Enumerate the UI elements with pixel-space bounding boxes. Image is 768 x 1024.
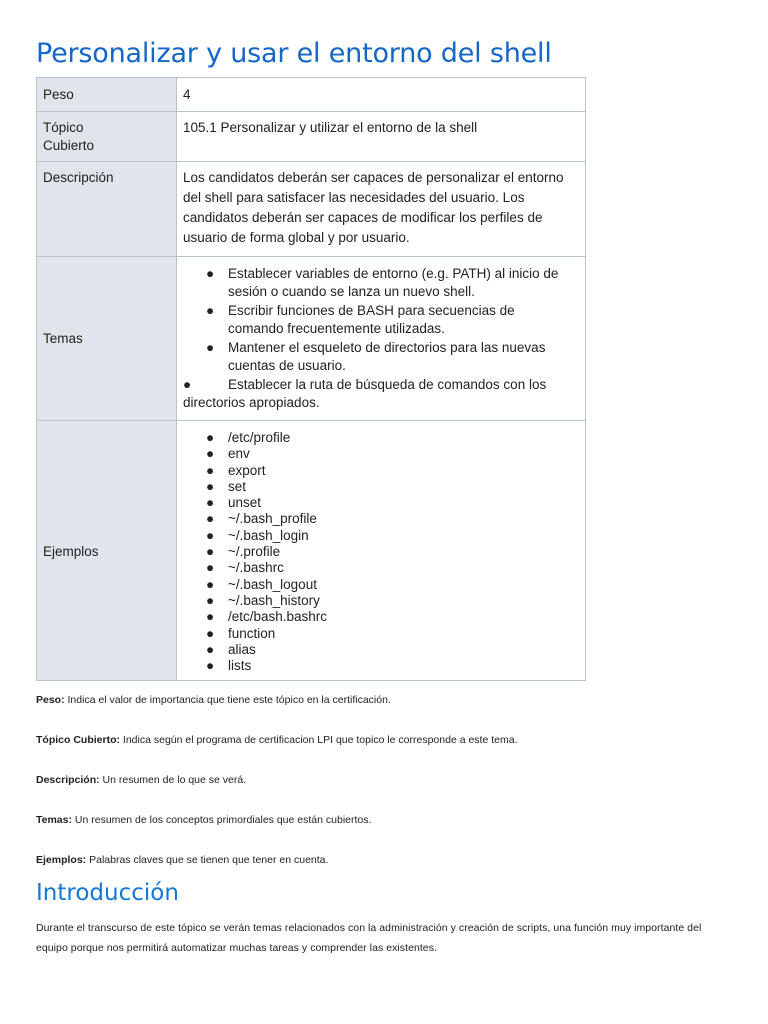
- ejemplo-item: [183, 446, 579, 462]
- note-line: [36, 694, 736, 734]
- ejemplo-item: [183, 495, 579, 511]
- ejemplo-item-text: set: [228, 478, 247, 494]
- ejemplo-item-text: export: [228, 462, 266, 478]
- note-text: Indica el valor de importancia que tiene este tópico en la certificación.: [64, 694, 391, 706]
- temas-last-item: [183, 376, 571, 412]
- bullet-icon: ●: [206, 625, 215, 641]
- note-line: [36, 734, 736, 774]
- ejemplo-item: [183, 544, 579, 560]
- note-text: Indica según el programa de certificacion LPI que topico le corresponde a este tema.: [120, 734, 518, 746]
- note-text: Palabras claves que se tienen que tener en cuenta.: [86, 854, 329, 866]
- temas-list: [183, 265, 571, 375]
- bullet-icon: ●: [206, 658, 215, 674]
- topic-info-table: [36, 77, 586, 681]
- bullet-icon: ●: [206, 544, 215, 560]
- temas-last-text: Establecer la ruta de búsqueda de comandos con los directorios apropiados.: [183, 377, 547, 410]
- ejemplo-item: [183, 593, 579, 609]
- note-line: [36, 814, 736, 854]
- value-descripcion: Los candidatos deberán ser capaces de personalizar el entorno del shell para satisfacer las necesidades del usuario. Los candidatos deberán ser capaces de modificar los perfiles de usuario de forma global y por usuario.: [177, 162, 586, 257]
- note-line: [36, 774, 736, 814]
- note-text: Un resumen de lo que se verá.: [99, 774, 247, 786]
- temas-item-text: Escribir funciones de BASH para secuencias de comando frecuentemente utilizadas.: [228, 303, 515, 336]
- temas-item: [183, 339, 571, 375]
- temas-item: [183, 265, 571, 301]
- ejemplo-item-text: ~/.bash_login: [228, 527, 309, 543]
- value-ejemplos: [177, 421, 586, 681]
- value-peso: 4: [177, 78, 586, 112]
- label-topico-line1: Tópico: [43, 120, 84, 135]
- bullet-icon: ●: [206, 303, 215, 318]
- note-term: Temas:: [36, 814, 72, 826]
- note-term: Peso:: [36, 694, 65, 706]
- bullet-icon: ●: [206, 641, 215, 657]
- note-text: Un resumen de los conceptos primordiales que están cubiertos.: [72, 814, 372, 826]
- row-temas: [37, 257, 586, 421]
- label-topico: [37, 112, 177, 162]
- label-peso: Peso: [37, 78, 177, 112]
- bullet-icon: ●: [206, 266, 215, 281]
- field-notes: [36, 694, 736, 894]
- ejemplo-item-text: unset: [228, 495, 262, 511]
- label-ejemplos: Ejemplos: [37, 421, 177, 681]
- bullet-icon: ●: [183, 377, 192, 392]
- label-descripcion: Descripción: [37, 162, 177, 257]
- ejemplo-item: [183, 658, 579, 674]
- ejemplo-item-text: /etc/bash.bashrc: [228, 609, 328, 625]
- ejemplo-item: [183, 511, 579, 527]
- temas-item: [183, 302, 571, 338]
- bullet-icon: ●: [206, 495, 215, 511]
- temas-item-text: Mantener el esqueleto de directorios para las nuevas cuentas de usuario.: [228, 340, 546, 373]
- ejemplo-item-text: ~/.profile: [228, 544, 281, 560]
- ejemplo-item: [183, 479, 579, 495]
- label-topico-line2: Cubierto: [43, 138, 95, 153]
- bullet-icon: ●: [206, 527, 215, 543]
- bullet-icon: ●: [206, 576, 215, 592]
- intro-paragraph: Durante el transcurso de este tópico se verán temas relacionados con la administración y creación de scripts, una función muy importante del equipo porque nos permitirá automatizar muchas tareas y comprender las existentes.: [36, 922, 702, 954]
- value-temas: [177, 257, 586, 421]
- ejemplos-list: [183, 430, 579, 674]
- bullet-icon: ●: [206, 592, 215, 608]
- ejemplo-item: [183, 528, 579, 544]
- ejemplo-item: [183, 609, 579, 625]
- ejemplo-item-text: function: [228, 625, 276, 641]
- bullet-icon: ●: [206, 478, 215, 494]
- ejemplo-item-text: ~/.bash_logout: [228, 576, 317, 592]
- label-temas: Temas: [37, 257, 177, 421]
- bullet-icon: ●: [206, 446, 215, 462]
- value-topico: 105.1 Personalizar y utilizar el entorno de la shell: [177, 112, 586, 162]
- ejemplo-item-text: lists: [228, 658, 252, 674]
- bullet-icon: ●: [206, 340, 215, 355]
- bullet-icon: ●: [206, 511, 215, 527]
- bullet-icon: ●: [206, 560, 215, 576]
- ejemplo-item: [183, 430, 579, 446]
- row-descripcion: [37, 162, 586, 257]
- note-term: Tópico Cubierto:: [36, 734, 120, 746]
- ejemplo-item: [183, 463, 579, 479]
- bullet-icon: ●: [206, 609, 215, 625]
- ejemplo-item: [183, 560, 579, 576]
- ejemplo-item-text: ~/.bash_history: [228, 592, 320, 608]
- ejemplo-item: [183, 642, 579, 658]
- row-topico: [37, 112, 586, 162]
- ejemplo-item-text: ~/.bash_profile: [228, 511, 317, 527]
- row-peso: [37, 78, 586, 112]
- bullet-icon: ●: [206, 430, 215, 445]
- ejemplo-item-text: ~/.bashrc: [228, 560, 284, 576]
- page-title: Personalizar y usar el entorno del shell: [36, 38, 552, 69]
- ejemplo-item-text: env: [228, 446, 250, 462]
- note-term: Descripción:: [36, 774, 100, 786]
- ejemplo-item: [183, 577, 579, 593]
- intro-heading: Introducción: [36, 880, 179, 906]
- temas-item-text: Establecer variables de entorno (e.g. PATH) al inicio de sesión o cuando se lanza un nuevo shell.: [228, 266, 559, 299]
- row-ejemplos: [37, 421, 586, 681]
- ejemplo-item-text: alias: [228, 641, 256, 657]
- ejemplo-item-text: /etc/profile: [228, 430, 291, 445]
- ejemplo-item: [183, 626, 579, 642]
- bullet-icon: ●: [206, 462, 215, 478]
- note-term: Ejemplos:: [36, 854, 87, 866]
